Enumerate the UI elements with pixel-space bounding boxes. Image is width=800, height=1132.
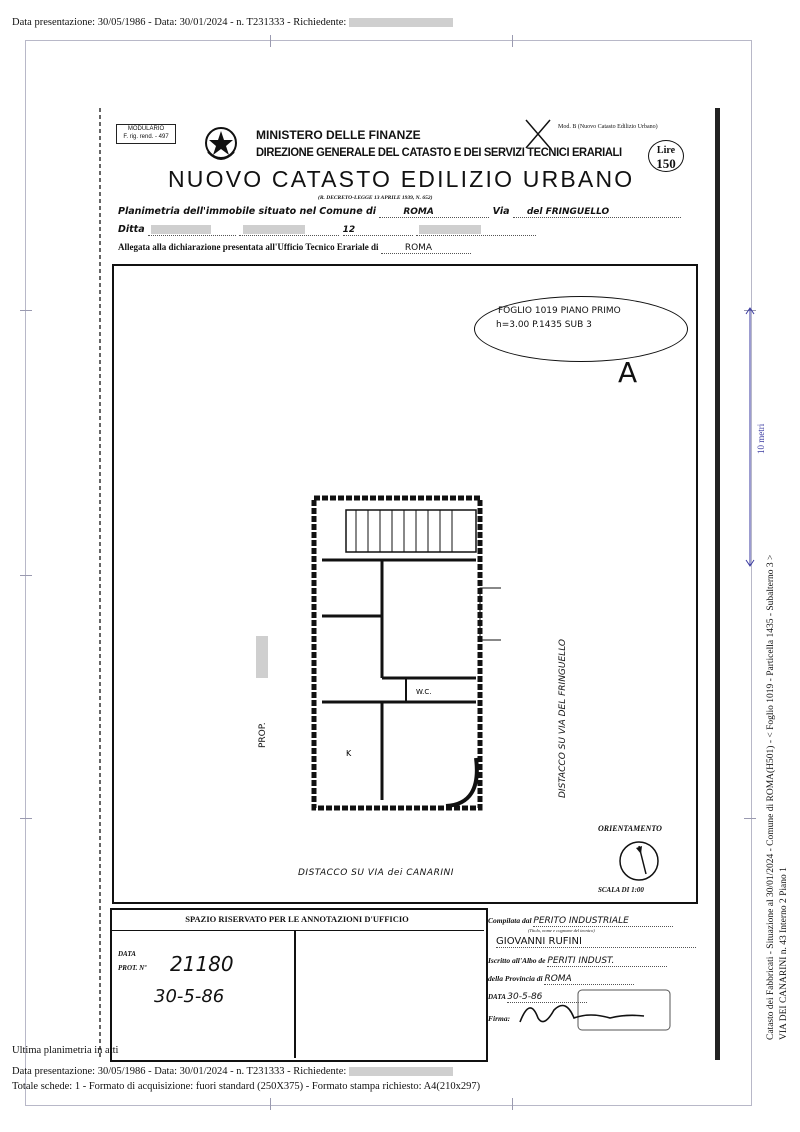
compilata-caption: (Titolo, nome e cognome del tecnico) xyxy=(528,928,595,933)
distacco-vertical: DISTACCO SU VIA DEL FRINGUELLO xyxy=(558,638,568,798)
lire-stamp xyxy=(648,140,684,172)
albo-value: PERITI INDUST. xyxy=(547,956,667,967)
compilata-row xyxy=(488,916,673,927)
republic-emblem-icon xyxy=(202,122,240,164)
header-text: Data presentazione: 30/05/1986 - Data: 30/01/2024 - n. T231333 - Richiedente: xyxy=(12,17,347,28)
redacted-owner xyxy=(419,225,481,234)
frame-tick xyxy=(270,35,271,47)
provincia-label: della Provincia di xyxy=(488,974,543,983)
x-mark xyxy=(524,118,554,150)
office-box xyxy=(110,908,488,1062)
prop-label: PROP. xyxy=(258,722,268,748)
redacted-owner xyxy=(243,225,305,234)
compilata-data-label: DATA xyxy=(488,993,506,1001)
via-label: Via xyxy=(492,206,510,217)
header-line xyxy=(12,17,453,28)
wc-label: W.C. xyxy=(416,688,432,696)
compilata-data-value: 30-5-86 xyxy=(507,992,587,1003)
signature-stamp xyxy=(514,988,674,1034)
footer-line1 xyxy=(12,1066,453,1077)
office-prot-value: 21180 xyxy=(170,952,234,976)
albo-row xyxy=(488,956,667,967)
provincia-value: ROMA xyxy=(544,974,634,985)
cadastre-line1: Catasto dei Fabbricati - Situazione al 30/01/2024 - Comune di ROMA(H501) - < Foglio 1019 - Particella 1435 - Subalterno 3 > xyxy=(766,554,776,1040)
redacted-owner xyxy=(151,225,211,234)
orientamento-label: ORIENTAMENTO xyxy=(598,824,662,833)
compilata-value: PERITO INDUSTRIALE xyxy=(533,916,673,927)
scale-label-10m: 10 metri xyxy=(756,423,766,454)
compilata-label: Compilata dal xyxy=(488,916,532,925)
redacted-mark xyxy=(256,636,268,678)
allegata-row xyxy=(118,242,471,254)
frame-tick xyxy=(20,575,32,576)
via-value: del FRINGUELLO xyxy=(513,207,681,218)
modulario-label: MODULARIO xyxy=(127,126,165,132)
ditta-row xyxy=(118,224,536,236)
planimetria-label: Planimetria dell'immobile situato nel Comune di xyxy=(118,206,377,217)
footer-ultima: Ultima planimetria in atti xyxy=(12,1045,119,1056)
office-prot-label: PROT. Nº xyxy=(118,964,147,972)
floor-plan xyxy=(286,488,501,828)
frame-tick xyxy=(512,35,513,47)
scan-edge xyxy=(715,108,720,1060)
foglio-line2: h=3.00 P.1435 SUB 3 xyxy=(496,320,592,330)
albo-label: Iscritto all'Albo de xyxy=(488,956,546,965)
modulario-box xyxy=(116,124,176,144)
redacted-requester xyxy=(349,18,453,27)
ministry-name: MINISTERO DELLE FINANZE xyxy=(256,128,421,142)
form-title: NUOVO CATASTO EDILIZIO URBANO xyxy=(168,166,635,192)
direction-name: DIREZIONE GENERALE DEL CATASTO E DEI SERVIZI TECNICI ERARIALI xyxy=(256,145,622,159)
planimetria-row xyxy=(118,206,681,218)
decree-line: (R. DECRETO-LEGGE 13 APRILE 1939, N. 652) xyxy=(318,195,433,201)
frame-tick xyxy=(20,310,32,311)
frame-tick xyxy=(512,1098,513,1110)
perforation-line xyxy=(96,108,104,1060)
frame-tick xyxy=(20,818,32,819)
foglio-line1: FOGLIO 1019 PIANO PRIMO xyxy=(498,306,621,316)
footer-line1-text: Data presentazione: 30/05/1986 - Data: 30/01/2024 - n. T231333 - Richiedente: xyxy=(12,1066,347,1077)
frame-tick xyxy=(270,1098,271,1110)
office-divider xyxy=(294,930,296,1058)
scale-label: SCALA DI 1:00 xyxy=(598,886,644,894)
frame-tick xyxy=(744,818,756,819)
scanned-form xyxy=(96,108,721,1060)
comune-value: ROMA xyxy=(379,207,489,218)
lire-value: 150 xyxy=(656,156,676,171)
office-date-value: 30-5-86 xyxy=(154,986,225,1007)
modulario-sub: F. rig. rend. - 497 xyxy=(123,134,169,140)
provincia-row xyxy=(488,974,634,985)
north-arrow-icon xyxy=(616,838,662,884)
lire-label: Lire xyxy=(656,145,676,156)
kitchen-label: K xyxy=(346,749,352,758)
firma-label: Firma: xyxy=(488,1014,511,1023)
sub-letter: A xyxy=(618,356,638,389)
model-label: Mod. B (Nuovo Catasto Edilizio Urbano) xyxy=(558,124,658,130)
scale-bar xyxy=(744,306,756,568)
allegata-label: Allegata alla dichiarazione presentata all'Ufficio Tecnico Erariale di xyxy=(118,242,379,252)
ufficio-value: ROMA xyxy=(381,243,471,254)
distacco-bottom: DISTACCO SU VIA dei CANARINI xyxy=(298,868,454,878)
redacted-requester xyxy=(349,1067,453,1076)
ditta-label: Ditta xyxy=(118,224,145,235)
ditta-number: 12 xyxy=(343,225,413,236)
office-title: SPAZIO RISERVATO PER LE ANNOTAZIONI D'UFFICIO xyxy=(110,908,484,931)
footer-line2: Totale schede: 1 - Formato di acquisizione: fuori standard (250X375) - Formato stampa richiesto: A4(210x297) xyxy=(12,1081,481,1092)
compilata-name: GIOVANNI RUFINI xyxy=(496,936,696,948)
cadastre-line2: VIA DEI CANARINI n. 43 Interno 2 Piano 1 xyxy=(779,867,789,1040)
office-data-label: DATA xyxy=(118,950,136,958)
